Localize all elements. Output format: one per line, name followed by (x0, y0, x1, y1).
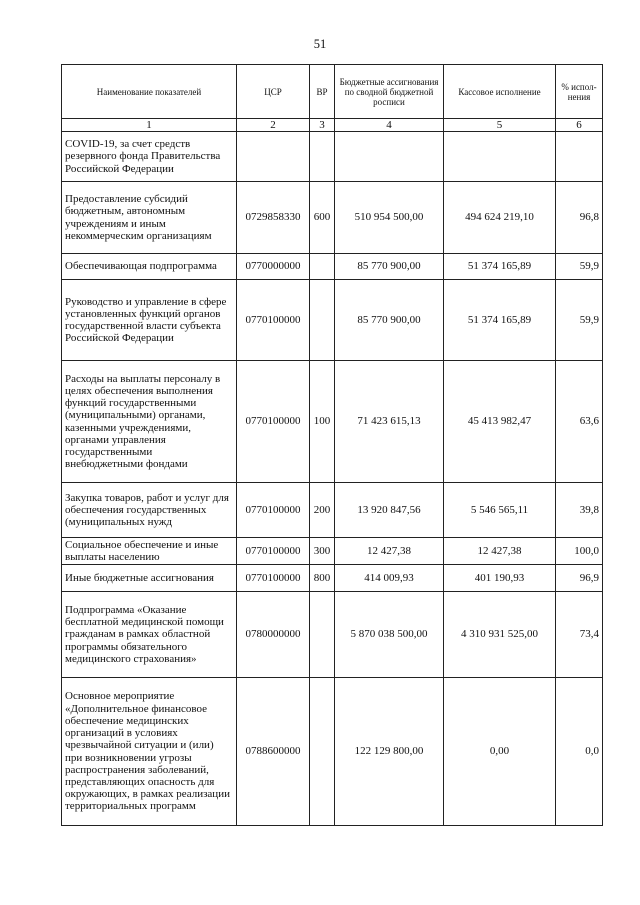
row-indicator-name: Предоставление субсидий бюджетным, автономным учреждениям и иным некоммерческим организациям (62, 182, 237, 254)
row-cash: 401 190,93 (444, 565, 556, 592)
page-number: 51 (313, 37, 327, 51)
row-cash: 51 374 165,89 (444, 280, 556, 361)
row-budget: 13 920 847,56 (335, 483, 444, 538)
column-number: 5 (444, 119, 556, 132)
row-csr: 0770100000 (237, 280, 310, 361)
row-vr (310, 132, 335, 182)
row-budget: 414 009,93 (335, 565, 444, 592)
budget-execution-table (61, 64, 603, 826)
table-row (62, 565, 603, 592)
row-cash: 494 624 219,10 (444, 182, 556, 254)
table-row (62, 538, 603, 565)
header-csr: ЦСР (237, 65, 310, 119)
row-cash: 5 546 565,11 (444, 483, 556, 538)
column-number: 2 (237, 119, 310, 132)
row-indicator-name: Расходы на выплаты персоналу в целях обеспечения выполнения функций государственными (муниципальными) органами, казенными учреждениями, органами управления государственными внебюджетными фондами (62, 361, 237, 483)
row-csr: 0729858330 (237, 182, 310, 254)
row-percent (556, 132, 603, 182)
row-cash: 45 413 982,47 (444, 361, 556, 483)
row-cash: 0,00 (444, 678, 556, 826)
row-indicator-name: Иные бюджетные ассигнования (62, 565, 237, 592)
table-row (62, 361, 603, 483)
row-percent: 96,9 (556, 565, 603, 592)
table-row (62, 254, 603, 280)
column-number-row (62, 119, 603, 132)
row-csr: 0770100000 (237, 361, 310, 483)
row-csr: 0770100000 (237, 565, 310, 592)
table-row (62, 592, 603, 678)
row-vr: 200 (310, 483, 335, 538)
row-cash: 51 374 165,89 (444, 254, 556, 280)
row-csr (237, 132, 310, 182)
table-row (62, 483, 603, 538)
row-indicator-name: Подпрограмма «Оказание бесплатной медицинской помощи гражданам в рамках областной программы обязательного медицинского страхования» (62, 592, 237, 678)
row-budget: 510 954 500,00 (335, 182, 444, 254)
row-percent: 96,8 (556, 182, 603, 254)
row-vr: 300 (310, 538, 335, 565)
row-vr (310, 678, 335, 826)
header-vr: ВР (310, 65, 335, 119)
column-number: 3 (310, 119, 335, 132)
row-percent: 100,0 (556, 538, 603, 565)
table-row (62, 678, 603, 826)
header-cash-execution: Кассовое исполнение (444, 65, 556, 119)
column-number: 1 (62, 119, 237, 132)
row-budget: 12 427,38 (335, 538, 444, 565)
row-vr (310, 254, 335, 280)
row-percent: 73,4 (556, 592, 603, 678)
row-percent: 63,6 (556, 361, 603, 483)
row-vr (310, 280, 335, 361)
row-cash: 4 310 931 525,00 (444, 592, 556, 678)
row-indicator-name: COVID-19, за счет средств резервного фонда Правительства Российской Федерации (62, 132, 237, 182)
row-percent: 0,0 (556, 678, 603, 826)
row-indicator-name: Основное мероприятие «Дополнительное финансовое обеспечение медицинских организаций в условиях чрезвычайной ситуации и (или) при возникновении угрозы распространения заболеваний, представляющих опасность для окружающих, в рамках реализации территориальных программ (62, 678, 237, 826)
table-row (62, 182, 603, 254)
row-budget: 71 423 615,13 (335, 361, 444, 483)
row-budget: 85 770 900,00 (335, 254, 444, 280)
row-budget: 85 770 900,00 (335, 280, 444, 361)
row-indicator-name: Социальное обеспечение и иные выплаты населению (62, 538, 237, 565)
row-indicator-name: Обеспечивающая подпрограмма (62, 254, 237, 280)
row-cash: 12 427,38 (444, 538, 556, 565)
row-csr: 0770000000 (237, 254, 310, 280)
row-csr: 0780000000 (237, 592, 310, 678)
row-csr: 0770100000 (237, 538, 310, 565)
row-percent: 39,8 (556, 483, 603, 538)
row-csr: 0788600000 (237, 678, 310, 826)
row-vr: 100 (310, 361, 335, 483)
header-indicator-name: Наименование показателей (62, 65, 237, 119)
row-csr: 0770100000 (237, 483, 310, 538)
row-percent: 59,9 (556, 254, 603, 280)
row-indicator-name: Руководство и управление в сфере установленных функций органов государственной власти субъекта Российской Федерации (62, 280, 237, 361)
row-budget: 122 129 800,00 (335, 678, 444, 826)
column-number: 4 (335, 119, 444, 132)
table-row (62, 280, 603, 361)
row-budget (335, 132, 444, 182)
row-vr: 800 (310, 565, 335, 592)
row-vr (310, 592, 335, 678)
table-row (62, 132, 603, 182)
row-indicator-name: Закупка товаров, работ и услуг для обеспечения государственных (муниципальных нужд (62, 483, 237, 538)
header-execution-percent: % испол- нения (556, 65, 603, 119)
column-number: 6 (556, 119, 603, 132)
row-vr: 600 (310, 182, 335, 254)
row-percent: 59,9 (556, 280, 603, 361)
table-header-row (62, 65, 603, 119)
header-budget-allocations: Бюджетные ассигнования по сводной бюджетной росписи (335, 65, 444, 119)
row-budget: 5 870 038 500,00 (335, 592, 444, 678)
row-cash (444, 132, 556, 182)
